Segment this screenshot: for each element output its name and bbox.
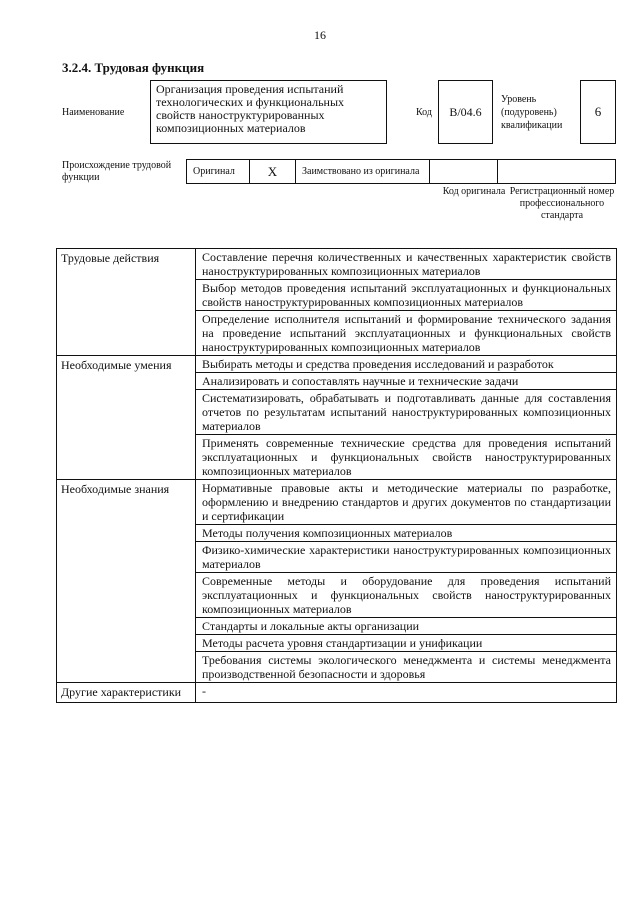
- original-mark: X: [250, 160, 296, 183]
- reg-number-label: Регистрационный номер профессионального стандарта: [509, 186, 615, 221]
- function-code-box: B/04.6: [438, 80, 493, 144]
- table-row: [57, 683, 617, 703]
- section-title: 3.2.4. Трудовая функция: [62, 60, 205, 75]
- items-cell: [196, 683, 617, 703]
- list-item: Применять современные технические средства для проведения испытаний эксплуатационных и функциональных свойств наноструктурированных композиционных материалов: [202, 436, 611, 478]
- list-item: Выбирать методы и средства проведения исследований и разработок: [196, 356, 616, 373]
- table-row: [57, 356, 617, 480]
- list-item: -: [202, 684, 206, 698]
- items-cell: [196, 356, 617, 480]
- qualification-level-label: Уровень (подуровень) квалификации: [501, 94, 563, 131]
- page-number: 16: [314, 28, 326, 42]
- list-item: Методы расчета уровня стандартизации и унификации: [196, 635, 616, 652]
- list-item: Методы получения композиционных материалов: [196, 525, 616, 542]
- table-row: [57, 480, 617, 683]
- code-original-label: Код оригинала: [442, 186, 506, 197]
- list-item: Анализировать и сопоставлять научные и технические задачи: [196, 373, 616, 390]
- list-item: Определение исполнителя испытаний и формирование технического задания на проведение испытаний эксплуатационных и функциональных свойств наноструктурированных композиционных материалов: [202, 312, 611, 354]
- original-label: Оригинал: [187, 160, 250, 183]
- origin-row: [186, 159, 616, 184]
- code-label: Код: [416, 107, 432, 118]
- name-label: Наименование: [62, 107, 125, 118]
- list-item: Систематизировать, обрабатывать и подготавливать данные для составления отчетов по результатам испытаний наноструктурированных композиционных материалов: [196, 390, 616, 435]
- list-item: Физико-химические характеристики наноструктурированных композиционных материалов: [196, 542, 616, 573]
- function-name-box: Организация проведения испытаний технологических и функциональных свойств наноструктурированных композиционных материалов: [150, 80, 387, 144]
- category-cell: Другие характеристики: [57, 683, 196, 703]
- qualification-level-box: 6: [580, 80, 616, 144]
- category-cell: Необходимые умения: [57, 356, 196, 480]
- list-item: Современные методы и оборудование для проведения испытаний эксплуатационных и функциональных свойств наноструктурированных композиционных материалов: [196, 573, 616, 618]
- list-item: Требования системы экологического менеджмента и системы менеджмента производственной безопасности и здоровья: [202, 653, 611, 681]
- code-original-cell: [430, 160, 498, 183]
- category-cell: Трудовые действия: [57, 249, 196, 356]
- origin-label: Происхождение трудовой функции: [62, 160, 172, 183]
- table-row: [57, 249, 617, 356]
- reg-number-cell: [498, 160, 615, 183]
- function-details-table: [56, 248, 617, 703]
- items-cell: [196, 480, 617, 683]
- list-item: Выбор методов проведения испытаний эксплуатационных и функциональных свойств наноструктурированных композиционных материалов: [196, 280, 616, 311]
- list-item: Составление перечня количественных и качественных характеристик свойств наноструктурированных композиционных материалов: [196, 249, 616, 280]
- items-cell: [196, 249, 617, 356]
- category-cell: Необходимые знания: [57, 480, 196, 683]
- list-item: Стандарты и локальные акты организации: [196, 618, 616, 635]
- list-item: Нормативные правовые акты и методические материалы по разработке, оформлению и внедрению стандартов и других документов по стандартизации и сертификации: [196, 480, 616, 525]
- borrowed-label: Заимствовано из оригинала: [296, 160, 430, 183]
